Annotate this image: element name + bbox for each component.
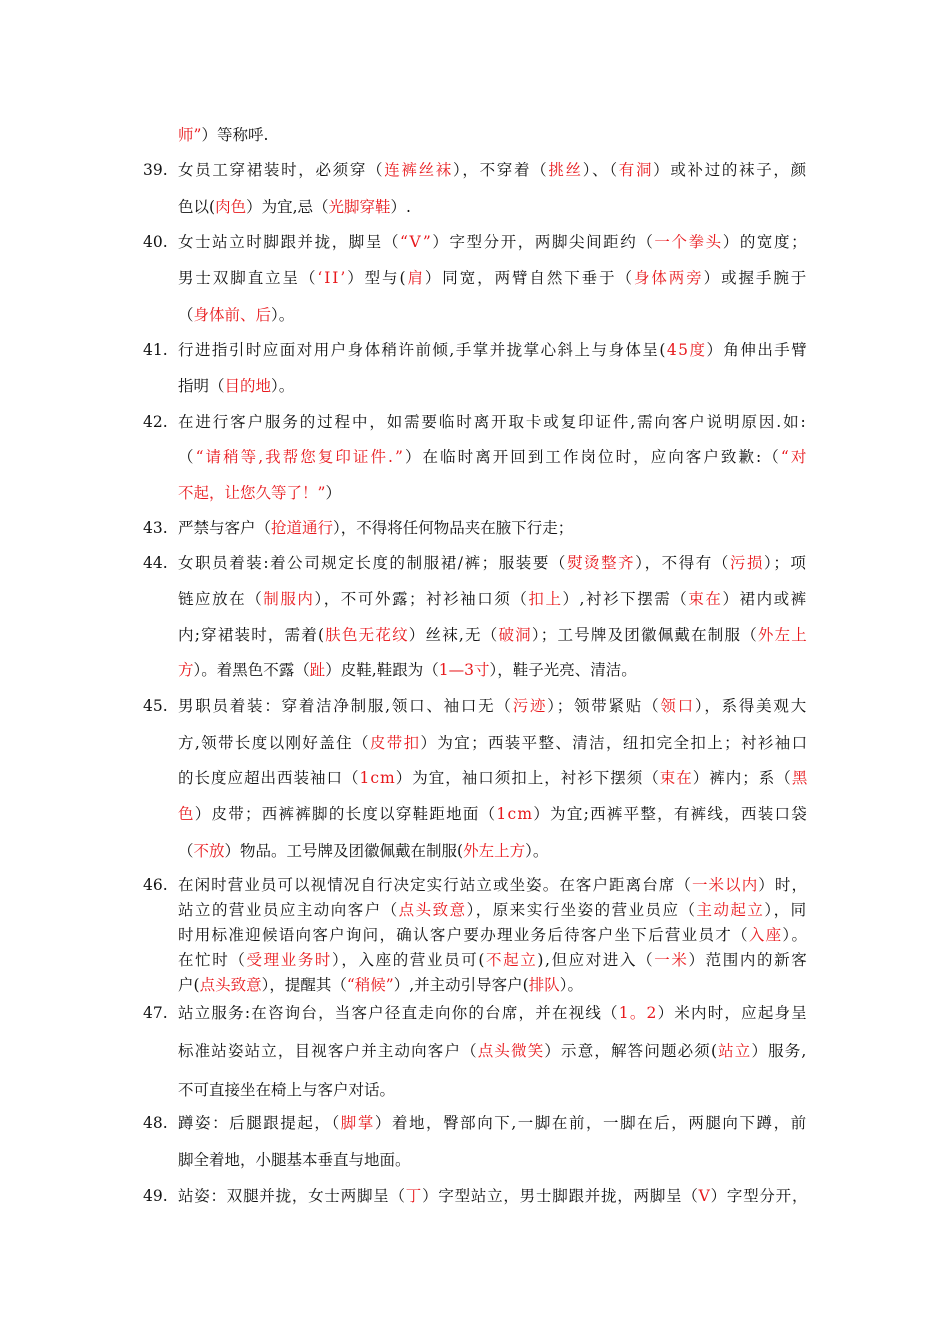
body-text: ）在临时离开回到工作岗位时，应向客户致歉:（ — [404, 448, 781, 466]
answer-text: 入座 — [748, 926, 783, 944]
answer-text: 外左上 — [757, 626, 809, 644]
answer-text: 目的地 — [224, 377, 272, 395]
text-line — [178, 553, 807, 573]
item-number: 49. — [143, 1187, 168, 1205]
body-text: ）或补过的袜子，颜 — [653, 161, 808, 179]
answer-text: 点头微笑 — [477, 1042, 545, 1060]
text-line — [178, 1080, 395, 1100]
text-line — [178, 875, 808, 895]
body-text: 不可直接坐在椅上与客户对话。 — [178, 1081, 396, 1099]
body-text: 链应放在（ — [178, 590, 264, 608]
text-line — [178, 696, 808, 716]
body-text: （ — [178, 306, 194, 324]
text-line — [178, 841, 548, 861]
answer-text: 趾 — [309, 661, 326, 679]
body-text: 方,领带长度以刚好盖住（ — [178, 734, 370, 752]
answer-text: 污损 — [729, 554, 765, 572]
item-number: 40. — [143, 233, 168, 251]
body-text: ）。 — [271, 306, 295, 324]
body-text: ）着地，臀部向下,一脚在前，一脚在后，两腿向下蹲，前 — [374, 1114, 808, 1132]
body-text: ）皮鞋,鞋跟为（ — [325, 661, 439, 679]
answer-text: 不放 — [193, 842, 225, 860]
answer-text: V — [698, 1187, 711, 1205]
body-text: ）或握手腕于 — [703, 269, 809, 287]
body-text: 在忙时（ — [178, 951, 247, 969]
text-line — [178, 900, 808, 920]
body-text: ）范围内的新客 — [688, 951, 809, 969]
answer-text: 45度 — [666, 341, 707, 359]
answer-text: 脚掌 — [340, 1114, 375, 1132]
text-line — [178, 925, 808, 945]
body-text: ），同 — [764, 901, 808, 919]
text-line — [178, 197, 411, 217]
body-text: ）。 — [271, 377, 295, 395]
answer-text: 黑 — [791, 769, 809, 787]
body-text: 蹲姿：后腿跟提起，（ — [178, 1114, 341, 1132]
body-text: ）、（ — [582, 161, 619, 179]
body-text: ），系得美观大 — [694, 697, 808, 715]
text-line — [178, 1003, 808, 1023]
text-line — [178, 1041, 808, 1061]
text-line — [178, 625, 808, 645]
body-text: ）同宽，两臂自然下垂于（ — [424, 269, 634, 287]
text-line — [178, 340, 808, 360]
answer-text: 污迹 — [512, 697, 548, 715]
answer-text: 有洞 — [618, 161, 654, 179]
body-text: 女士站立时脚跟并拢，脚呈（ — [178, 233, 401, 251]
body-text: ）示意，解答问题必须( — [544, 1042, 719, 1060]
body-text: 站立的营业员应主动向客户（ — [178, 901, 399, 919]
body-text: ），鞋子光亮、清洁。 — [489, 661, 637, 679]
body-text: ),但应对进入（ — [537, 951, 655, 969]
body-text: ）. — [390, 198, 411, 216]
body-text: ）裤内；系（ — [692, 769, 792, 787]
answer-text: 受理业务时 — [246, 951, 333, 969]
body-text: 女员工穿裙装时，必须穿（ — [178, 161, 385, 179]
answer-text: 1。2 — [618, 1004, 658, 1022]
answer-text: 点头致意 — [199, 976, 262, 994]
item-number: 42. — [143, 413, 168, 431]
answer-text: 领口 — [660, 697, 695, 715]
answer-text: 肤色无花纹 — [325, 626, 409, 644]
body-text: ）角伸出手臂 — [706, 341, 809, 359]
body-text: 在闲时营业员可以视情况自行决定实行站立或坐姿。在客户距离台席（ — [178, 876, 692, 894]
text-line — [178, 589, 808, 609]
answer-text: 不起立 — [486, 951, 538, 969]
text-line — [178, 268, 808, 288]
answer-text: “对 — [780, 448, 809, 466]
answer-text: 一个拳头 — [654, 233, 723, 251]
answer-text: “请稍等,我帮您复印证件.” — [195, 448, 405, 466]
item-number: 43. — [143, 519, 168, 537]
text-line — [178, 447, 808, 467]
body-text: ），不穿着（ — [452, 161, 549, 179]
body-text: ）。 — [782, 926, 809, 944]
answer-text: 外左上方 — [463, 842, 526, 860]
body-text: ）皮带；西裤裤脚的长度以穿鞋距地面（ — [194, 805, 497, 823]
text-line — [178, 733, 808, 753]
body-text: ）；工号牌及团徽佩戴在制服（ — [531, 626, 758, 644]
body-text: ）丝袜,无（ — [408, 626, 499, 644]
body-text: ）；领带紧贴（ — [547, 697, 661, 715]
answer-text: 挑丝 — [548, 161, 583, 179]
body-text: （ — [178, 448, 196, 466]
body-text: ）。 — [525, 842, 549, 860]
body-text: ）为宜,忌（ — [246, 198, 329, 216]
text-line — [178, 376, 294, 396]
answer-text: 1—3寸 — [438, 661, 490, 679]
answer-text: 身体前、后 — [193, 306, 272, 324]
answer-text: 一米以内 — [691, 876, 759, 894]
body-text: （ — [178, 842, 194, 860]
answer-text: 站立 — [718, 1042, 752, 1060]
text-line — [178, 232, 808, 252]
answer-text: 色 — [178, 805, 195, 823]
body-text: 男职员着装：穿着洁净制服,领口、袖口无（ — [178, 697, 513, 715]
answer-text: 抢道通行 — [271, 519, 334, 537]
body-text: ）字型分开， — [710, 1187, 809, 1205]
answer-text: “V” — [400, 233, 433, 251]
body-text: ）等称呼. — [201, 126, 269, 144]
body-text: ）米内时，应起身呈 — [657, 1004, 808, 1022]
answer-text: 方 — [178, 661, 194, 679]
body-text: ）时， — [758, 876, 809, 894]
body-text: ），原来实行坐姿的营业员应（ — [466, 901, 697, 919]
body-text: 行进指引时应面对用户身体稍许前倾,手掌并拢掌心斜上与身体呈( — [178, 341, 667, 359]
answer-text: 光脚穿鞋 — [328, 198, 391, 216]
body-text: 在进行客户服务的过程中，如需要临时离开取卡或复印证件,需向客户说明原因.如: — [178, 413, 808, 431]
text-line — [178, 305, 294, 325]
body-text: 站姿：双腿并拢，女士两脚呈（ — [178, 1187, 406, 1205]
text-line — [178, 804, 808, 824]
text-line — [178, 975, 583, 995]
body-text: ），不得将任何物品夹在腋下行走； — [333, 519, 574, 537]
body-text: ）为宜，袖口须扣上，衬衫下摆须（ — [395, 769, 660, 787]
body-text: ），不可外露；衬衫袖口须（ — [314, 590, 529, 608]
text-line — [178, 1150, 411, 1170]
body-text: ）为宜;西裤平整，有裤线，西装口袋 — [533, 805, 808, 823]
item-number: 44. — [143, 554, 168, 572]
answer-text: 一米 — [654, 951, 689, 969]
item-number: 48. — [143, 1114, 168, 1132]
body-text: ），入座的营业员可( — [332, 951, 486, 969]
answer-text: 肩 — [407, 269, 425, 287]
body-text: ）字型站立，男士脚跟并拢，两脚呈（ — [422, 1187, 699, 1205]
answer-text: 丁 — [405, 1187, 423, 1205]
answer-text: 扣上 — [528, 590, 563, 608]
answer-text: 制服内 — [263, 590, 315, 608]
answer-text: ‘II’ — [317, 269, 348, 287]
body-text: ），不得有（ — [635, 554, 730, 572]
answer-text: 不起，让您久等了！” — [178, 484, 326, 502]
text-line — [178, 125, 268, 145]
answer-text: 熨烫整齐 — [566, 554, 636, 572]
text-line — [178, 1186, 808, 1206]
answer-text: 束在 — [659, 769, 693, 787]
body-text: 脚全着地，小腿基本垂直与地面。 — [178, 1151, 411, 1169]
answer-text: 肉色 — [215, 198, 247, 216]
text-line — [178, 160, 808, 180]
item-number: 47. — [143, 1004, 168, 1022]
text-line — [178, 950, 808, 970]
answer-text: 破洞 — [498, 626, 532, 644]
text-line — [178, 1113, 808, 1133]
body-text: ）；项 — [764, 554, 808, 572]
body-text: ）服务, — [751, 1042, 808, 1060]
answer-text: 师” — [178, 126, 202, 144]
body-text: 指明（ — [178, 377, 225, 395]
body-text: 男士双脚直立呈（ — [178, 269, 318, 287]
body-text: ）为宜；西装平整、清洁，纽扣完全扣上；衬衫袖口 — [420, 734, 809, 752]
body-text: ）,并主动引导客户( — [393, 976, 529, 994]
body-text: ）物品。工号牌及团徽佩戴在制服( — [224, 842, 464, 860]
item-number: 39. — [143, 161, 168, 179]
body-text: ），提醒其（ — [261, 976, 347, 994]
text-line — [178, 768, 808, 788]
body-text: 户( — [178, 976, 200, 994]
body-text: 严禁与客户（ — [178, 519, 272, 537]
body-text: 站立服务:在咨询台，当客户径直走向你的台席，并在视线（ — [178, 1004, 619, 1022]
body-text: ）型与( — [347, 269, 408, 287]
body-text: 女职员着装:着公司规定长度的制服裙/裤；服装要（ — [178, 554, 567, 572]
body-text: 色以( — [178, 198, 216, 216]
answer-text: 身体两旁 — [633, 269, 704, 287]
text-line — [178, 660, 637, 680]
item-number: 41. — [143, 341, 168, 359]
body-text: ）裙内或裤 — [722, 590, 808, 608]
answer-text: 1cm — [359, 769, 396, 787]
answer-text: 束在 — [688, 590, 723, 608]
body-text: ）的宽度； — [722, 233, 809, 251]
body-text: 标准站姿站立，目视客户并主动向客户（ — [178, 1042, 478, 1060]
answer-text: 排队 — [528, 976, 560, 994]
answer-text: 1cm — [496, 805, 534, 823]
body-text: 的长度应超出西装袖口（ — [178, 769, 360, 787]
item-number: 46. — [143, 876, 168, 894]
body-text: ）。 — [559, 976, 583, 994]
text-line — [178, 518, 573, 538]
body-text: 时用标准迎候语向客户询问，确认客户要办理业务后待客户坐下后营业员才（ — [178, 926, 749, 944]
answer-text: 皮带扣 — [369, 734, 421, 752]
text-line — [178, 483, 341, 503]
item-number: 45. — [143, 697, 168, 715]
body-text: 内;穿裙装时，需着( — [178, 626, 326, 644]
answer-text: “稍候” — [346, 976, 394, 994]
answer-text: 点头致意 — [398, 901, 467, 919]
body-text: ）,衬衫下摆需（ — [562, 590, 689, 608]
answer-text: 主动起立 — [696, 901, 765, 919]
body-text: ）。着黑色不露（ — [193, 661, 310, 679]
answer-text: 连裤丝袜 — [384, 161, 453, 179]
body-text: ）字型分开，两脚尖间距约（ — [432, 233, 655, 251]
body-text: ） — [325, 484, 341, 502]
text-line — [178, 412, 808, 432]
